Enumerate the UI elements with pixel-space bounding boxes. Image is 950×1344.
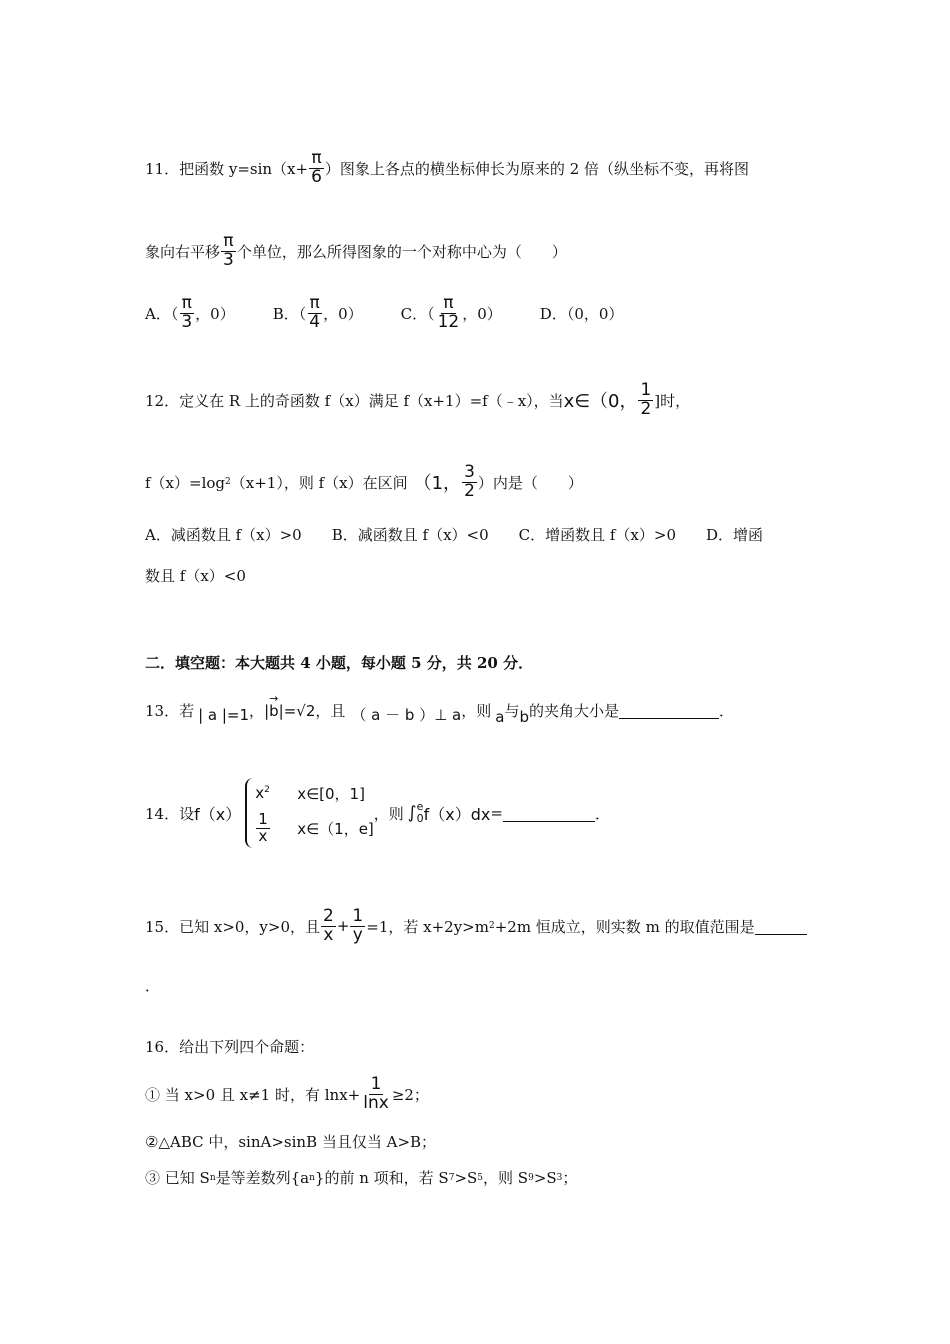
fraction: $\frac{\pi}{12}$ (437, 293, 460, 332)
fraction: $\frac{1}{\ln x}$ (363, 1074, 389, 1113)
fraction: $\frac{3}{2}$ (464, 462, 475, 501)
q15-end: ． (145, 977, 161, 995)
fraction: $\frac{1}{y}$ (352, 906, 364, 945)
fraction: $\frac{\pi}{3}$ (181, 293, 193, 332)
vector-b: → b (269, 691, 279, 720)
q12-options-cont: 数且 f（x）<0 (145, 567, 246, 585)
fraction: $\frac{1}{x}$ (258, 809, 268, 845)
fraction: $\frac{1}{2}$ (640, 380, 652, 419)
q15-line: 15．已知 x>0，y>0，且 $\frac{2}{x}$ + $\frac{1}{y}$ =1，若 x+2y>m 2 +2m 恒成立，则实数 m 的取值范围是 (145, 908, 807, 945)
q11-option-a: A．（ $\frac{\pi}{3}$ ，0） (145, 293, 235, 332)
q16-proposition-2: ②△ABC 中，sinA>sinB 当且仅当 A>B； (145, 1133, 437, 1151)
arrow-icon: → (269, 691, 279, 705)
q11-options (145, 295, 623, 332)
answer-blank[interactable] (619, 702, 719, 719)
q16-intro: 16．给出下列四个命题： (145, 1038, 315, 1056)
q11-option-d: D．（0，0） (539, 304, 624, 323)
piecewise-brace (245, 778, 374, 848)
q11-line1: 11．把函数 y=sin（x+ $\frac{\pi}{6}$ ）图象上各点的横坐标伸长为原来的 2 倍（纵坐标不变，再将图 (145, 148, 750, 187)
q13-line: 13．若 | a |=1 ， | → b |=√2 ，且 （ a － b ）⊥ a ，则 a 与 b 的夹角大小是 ． (145, 691, 735, 726)
q11-option-b: B．（ $\frac{\pi}{4}$ ，0） (272, 293, 363, 332)
fraction: $\frac{\pi}{3}$ (223, 231, 234, 270)
q16-proposition-3: ③ 已知 S n 是等差数列{a n }的前 n 项和，若 S 7 >S 5 ，则 S 9 >S 3 ； (145, 1168, 578, 1187)
q11-line2: 象向右平移 $\frac{\pi}{3}$ 个单位，那么所得图象的一个对称中心为（ ） (145, 231, 567, 270)
q12-line1: 12．定义在 R 上的奇函数 f（x）满足 f（x+1）=f（﹣x），当 x∈（0， $\frac{1}{2}$ ]时， (145, 380, 691, 419)
q12-options: A．减函数且 f（x）>0 B．减函数且 f（x）<0 C．增函数且 f（x）>0 D．增函 (145, 526, 764, 544)
case-row: $x^2$ x∈[0，1] (255, 784, 365, 803)
integral-limits: e 0 (416, 799, 424, 825)
case-row: $\frac{1}{x}$ x∈（1，e] (258, 809, 374, 845)
answer-blank[interactable] (503, 805, 595, 822)
section-heading: 二．填空题：本大题共 4 小题，每小题 5 分，共 20 分． (145, 654, 534, 672)
fraction: $\frac{\pi}{6}$ (311, 148, 322, 187)
q16-proposition-1: ① 当 x>0 且 x≠1 时，有 lnx+ $\frac{1}{\ln x}$ ≥2； (145, 1074, 429, 1113)
q14-line: 14．设 f（x） $x^2$ x∈[0，1] $\frac{1}{x}$ x∈（1，e] ，则 ∫ e 0 f（x）dx = ． (145, 778, 610, 848)
fraction: $\frac{2}{x}$ (323, 906, 334, 945)
fraction: $\frac{\pi}{4}$ (309, 293, 321, 332)
q12-line2: f（x）=log 2 （x+1），则 f（x）在区间 （1， $\frac{3}{2}$ ）内是（ ） (145, 462, 583, 501)
q11-option-c: C．（ $\frac{\pi}{12}$ ，0） (400, 293, 502, 332)
answer-blank[interactable] (755, 918, 807, 935)
